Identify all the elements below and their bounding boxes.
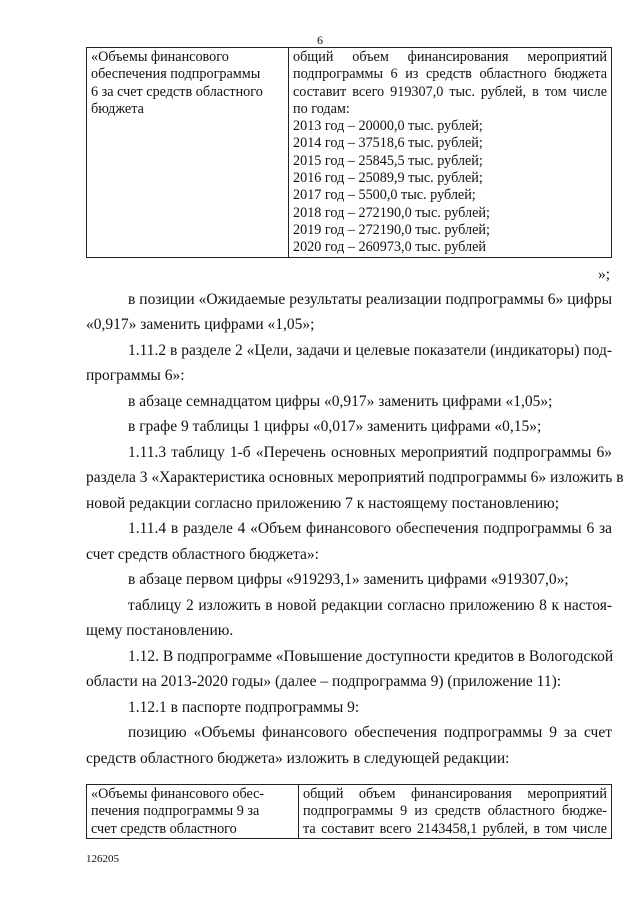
cell-line: счет средств областного: [91, 820, 237, 837]
cell-line: подпрограммы 6 из средств областного бюджета: [293, 66, 607, 83]
paragraph-line: 1.11.3 таблицу 1-б «Перечень основных мероприятий подпрограммы 6»: [128, 444, 612, 461]
table-close-quote: »;: [598, 266, 611, 283]
cell-line: бюджета: [91, 100, 144, 117]
table-cell-label: [87, 785, 299, 839]
page-number: 6: [317, 33, 323, 47]
cell-line: общий объем финансирования мероприятий: [303, 786, 607, 802]
funding-table-subprogram-6: [86, 47, 612, 258]
paragraph-line: 1.11.2 в разделе 2 «Цели, задачи и целевые показатели (индикаторы) под-: [128, 342, 613, 359]
cell-line: 2020 год – 260973,0 тыс. рублей: [293, 239, 486, 256]
paragraph-line: новой редакции согласно приложению 7 к настоящему постановлению;: [86, 495, 560, 512]
paragraph-line: средств областного бюджета» изложить в следующей редакции:: [86, 750, 510, 767]
cell-line: 2013 год – 20000,0 тыс. рублей;: [293, 118, 483, 135]
cell-line: составит всего 919307,0 тыс. рублей, в том числе: [293, 83, 607, 100]
paragraph-line: счет средств областного бюджета»:: [86, 546, 319, 563]
cell-line: по годам:: [293, 100, 350, 117]
cell-line: 2015 год – 25845,5 тыс. рублей;: [293, 152, 483, 169]
cell-line: общий объем финансирования мероприятий: [293, 49, 607, 65]
paragraph-line: таблицу 2 изложить в новой редакции согласно приложению 8 к настоя-: [128, 597, 612, 614]
paragraph-line: 1.11.4 в разделе 4 «Объем финансового обеспечения подпрограммы 6 за: [128, 520, 612, 537]
cell-line: подпрограммы 9 из средств областного бюдже-: [303, 803, 607, 820]
cell-line: обеспечения подпрограммы: [91, 66, 261, 83]
document-code: 126205: [86, 853, 119, 865]
cell-line: 6 за счет средств областного: [91, 83, 263, 100]
paragraph-line: в абзаце семнадцатом цифры «0,917» заменить цифрами «1,05»;: [128, 393, 553, 410]
cell-line: 2016 год – 25089,9 тыс. рублей;: [293, 170, 483, 187]
paragraph-line: 1.12. В подпрограмме «Повышение доступности кредитов в Вологодской: [128, 648, 614, 665]
table-cell-label: [87, 48, 289, 258]
paragraph-line: 1.12.1 в паспорте подпрограммы 9:: [128, 699, 360, 716]
paragraph-line: «0,917» заменить цифрами «1,05»;: [86, 316, 315, 333]
cell-line: «Объемы финансового обес-: [91, 786, 265, 802]
paragraph-line: в графе 9 таблицы 1 цифры «0,017» заменить цифрами «0,15»;: [128, 418, 542, 435]
cell-line: 2014 год – 37518,6 тыс. рублей;: [293, 135, 483, 152]
table-cell-value: [289, 48, 612, 258]
funding-table-subprogram-9: [86, 784, 612, 839]
cell-line: 2017 год – 5500,0 тыс. рублей;: [293, 187, 476, 204]
cell-line: печения подпрограммы 9 за: [91, 803, 260, 820]
cell-line: «Объемы финансового: [91, 49, 229, 65]
cell-line: 2018 год – 272190,0 тыс. рублей;: [293, 204, 490, 221]
paragraph-line: щему постановлению.: [86, 622, 234, 639]
paragraph-line: раздела 3 «Характеристика основных мероприятий подпрограммы 6» изложить в: [86, 469, 624, 486]
paragraph-line: в позиции «Ожидаемые результаты реализации подпрограммы 6» цифры: [128, 291, 612, 308]
paragraph-line: области на 2013-2020 годы» (далее – подпрограмма 9) (приложение 11):: [86, 673, 562, 690]
paragraph-line: позицию «Объемы финансового обеспечения подпрограммы 9 за счет: [128, 724, 612, 741]
cell-line: та составит всего 2143458,1 рублей, в том числе: [303, 820, 607, 837]
paragraph-line: в абзаце первом цифры «919293,1» заменить цифрами «919307,0»;: [128, 571, 569, 588]
cell-line: 2019 год – 272190,0 тыс. рублей;: [293, 221, 490, 238]
paragraph-line: программы 6»:: [86, 367, 185, 384]
table-cell-value: [299, 785, 612, 839]
